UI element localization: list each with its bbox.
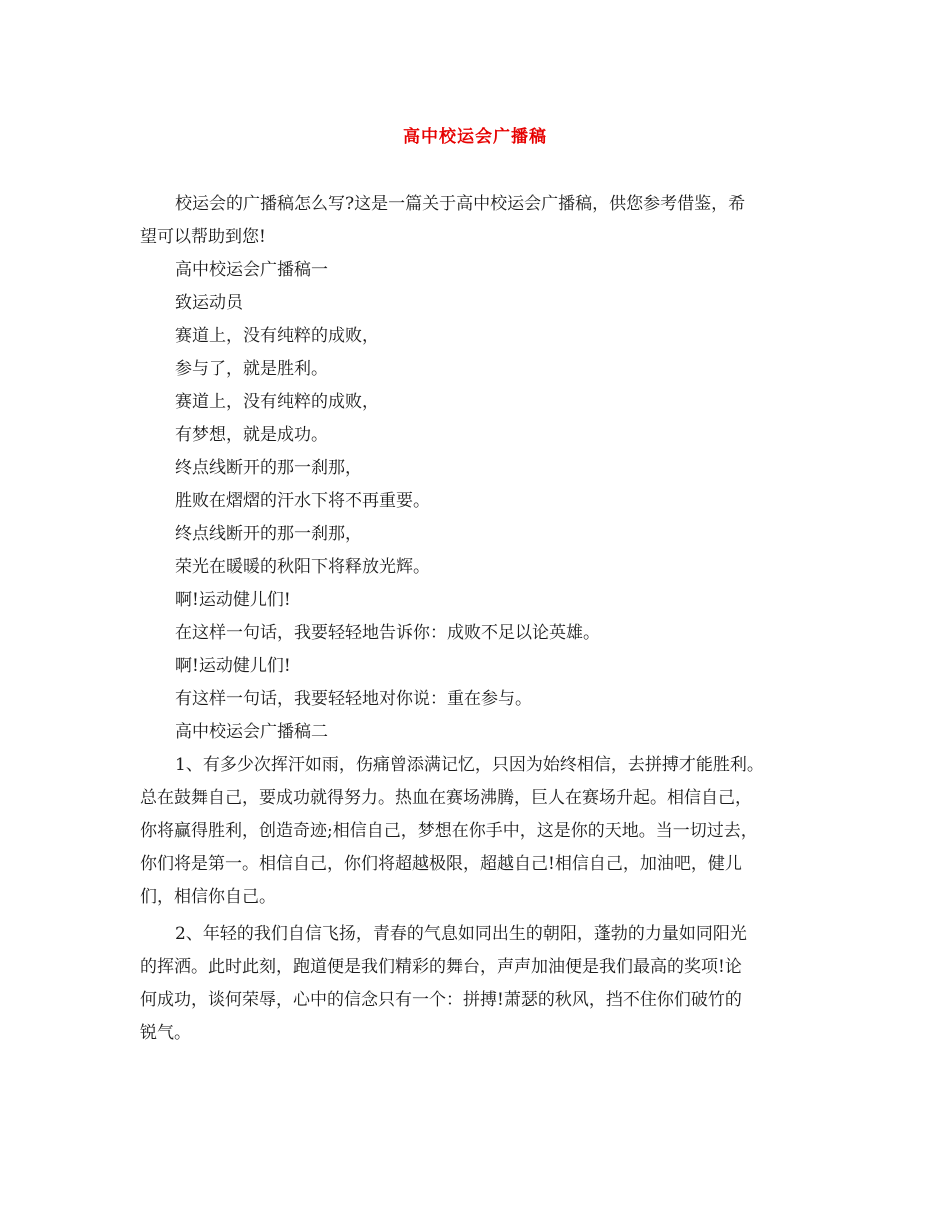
poem-line: 有梦想，就是成功。 — [175, 425, 328, 445]
paragraph-line: 的挥洒。此时此刻，跑道便是我们精彩的舞台，声声加油便是我们最高的奖项!论 — [140, 957, 742, 977]
section2-heading: 高中校运会广播稿二 — [175, 722, 328, 742]
paragraph-line: 你将赢得胜利，创造奇迹;相信自己，梦想在你手中，这是你的天地。当一切过去， — [140, 821, 758, 841]
poem-line: 荣光在暖暖的秋阳下将释放光辉。 — [175, 557, 430, 577]
poem-line: 参与了，就是胜利。 — [175, 359, 328, 379]
intro-line-1: 校运会的广播稿怎么写?这是一篇关于高中校运会广播稿，供您参考借鉴，希 — [175, 194, 746, 214]
paragraph-line: 你们将是第一。相信自己，你们将超越极限，超越自己!相信自己，加油吧，健儿 — [140, 854, 742, 874]
section1-heading: 高中校运会广播稿一 — [175, 260, 328, 280]
poem-line: 啊!运动健儿们! — [175, 590, 291, 610]
document-title: 高中校运会广播稿 — [403, 127, 547, 147]
paragraph-line: 锐气。 — [140, 1023, 191, 1043]
paragraph-line: 们，相信你自己。 — [140, 887, 276, 907]
poem — [140, 320, 815, 716]
poem-line: 终点线断开的那一刹那， — [175, 524, 362, 544]
poem-line: 在这样一句话，我要轻轻地告诉你：成败不足以论英雄。 — [175, 623, 600, 643]
paragraph-line: 总在鼓舞自己，要成功就得努力。热血在赛场沸腾，巨人在赛场升起。相信自己， — [140, 788, 752, 808]
poem-line: 赛道上，没有纯粹的成败， — [175, 392, 379, 412]
intro-line-2: 望可以帮助到您! — [140, 227, 266, 247]
paragraph-line: 2、年轻的我们自信飞扬，青春的气息如同出生的朝阳，蓬勃的力量如同阳光 — [175, 924, 747, 944]
paragraph-1 — [140, 749, 815, 914]
poem-line: 啊!运动健儿们! — [175, 656, 291, 676]
poem-line: 终点线断开的那一刹那， — [175, 458, 362, 478]
poem-line: 赛道上，没有纯粹的成败， — [175, 326, 379, 346]
paragraph-2 — [140, 918, 815, 1050]
poem-title: 致运动员 — [175, 293, 243, 313]
intro-paragraph — [140, 188, 815, 254]
document-body — [140, 188, 815, 1050]
poem-line: 胜败在熠熠的汗水下将不再重要。 — [175, 491, 430, 511]
paragraph-line: 1、有多少次挥汗如雨，伤痛曾添满记忆，只因为始终相信，去拼搏才能胜利。 — [175, 755, 764, 775]
poem-line: 有这样一句话，我要轻轻地对你说：重在参与。 — [175, 689, 532, 709]
paragraph-line: 何成功，谈何荣辱，心中的信念只有一个：拼搏!萧瑟的秋风，挡不住你们破竹的 — [140, 990, 742, 1010]
